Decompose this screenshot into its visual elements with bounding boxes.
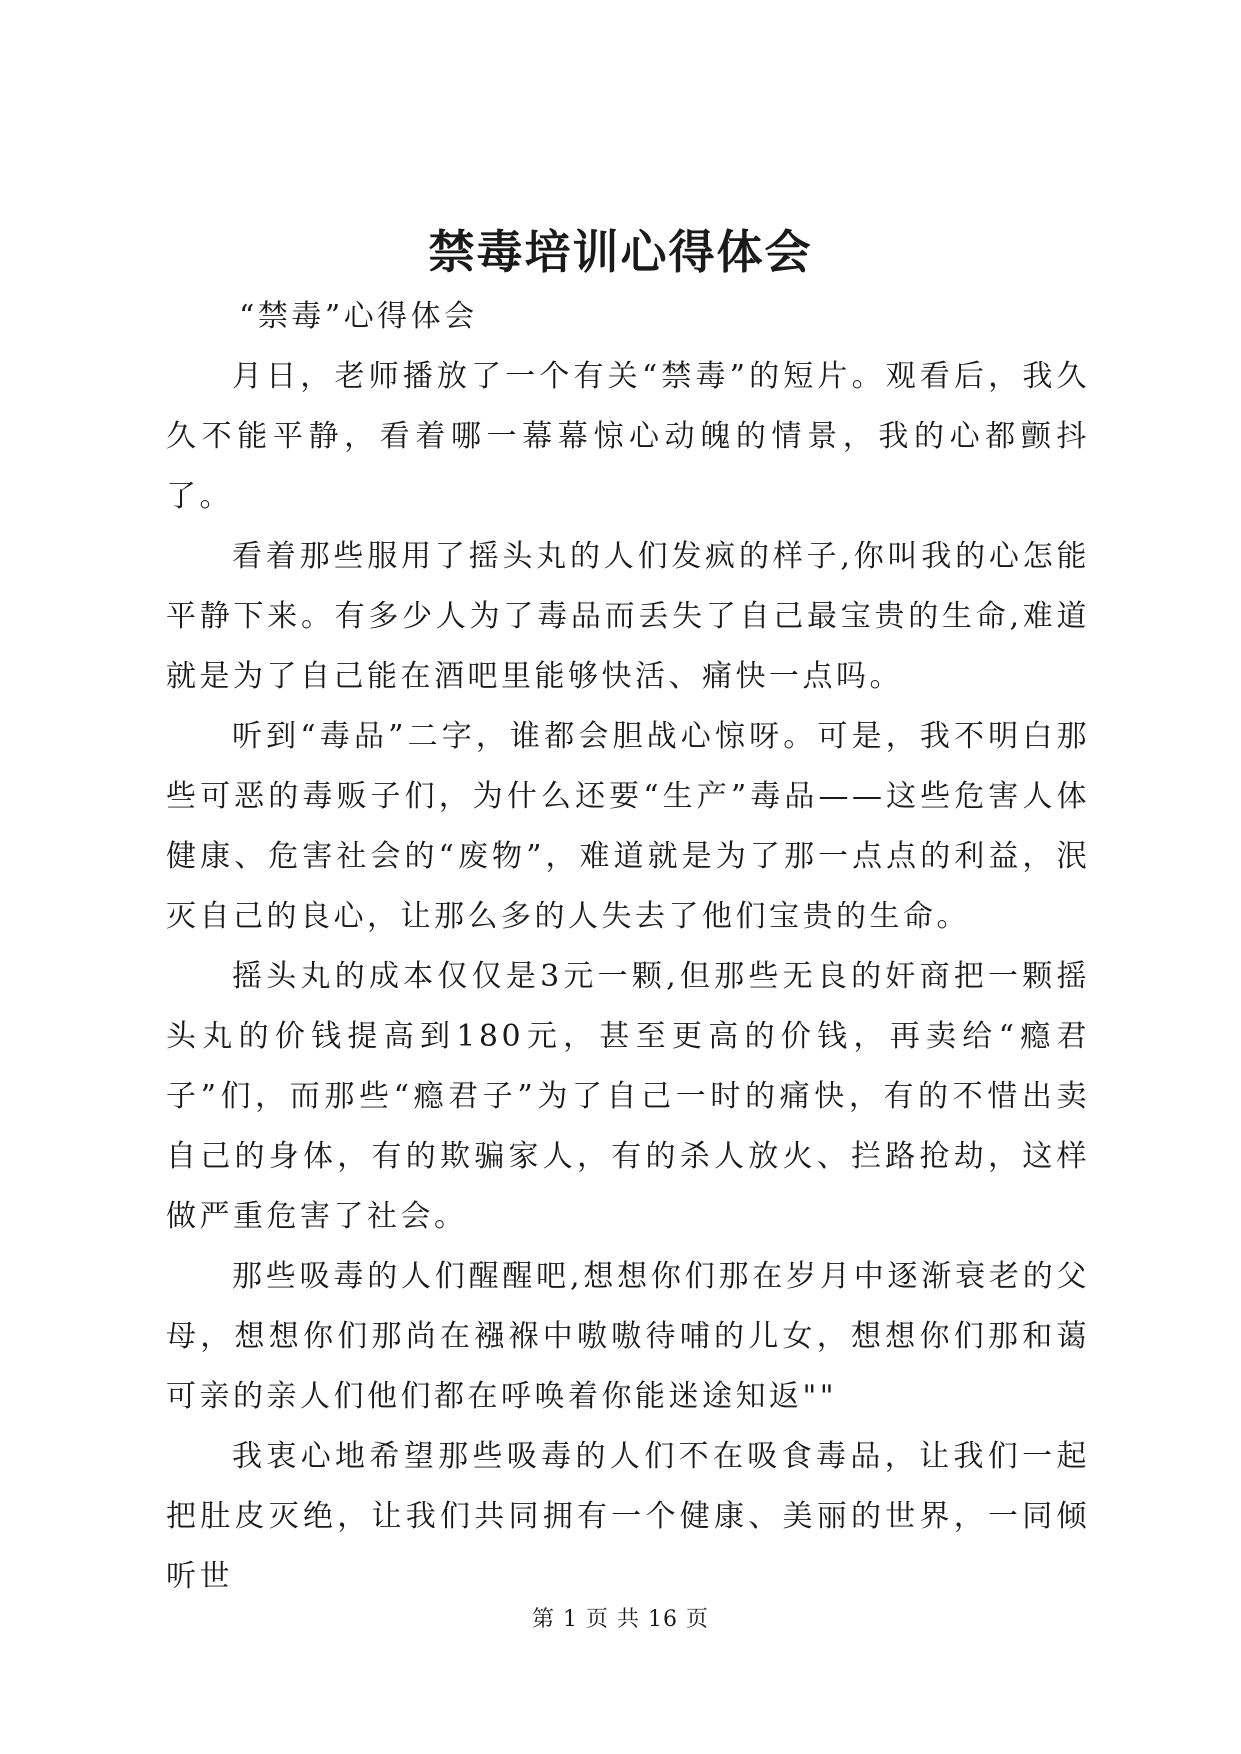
document-body [166,287,1090,1607]
subheading: “禁毒”心得体会 [239,299,478,334]
paragraph: 那些吸毒的人们醒醒吧,想想你们那在岁月中逐渐衰老的父母，想想你们那尚在襁褓中嗷嗷待哺的儿女，想想你们那和蔼可亲的亲人们他们都在呼唤着你能迷途知返"" [166,1259,1090,1414]
paragraph: 看着那些服用了摇头丸的人们发疯的样子,你叫我的心怎能平静下来。有多少人为了毒品而丢失了自己最宝贵的生命,难道就是为了自己能在酒吧里能够快活、痛快一点吗。 [166,539,1090,694]
paragraph: 月日，老师播放了一个有关“禁毒”的短片。观看后，我久久不能平静，看着哪一幕幕惊心动魄的情景，我的心都颤抖了。 [166,359,1090,514]
page-number-footer: 第 1 页 共 16 页 [532,1607,709,1632]
paragraph: 听到“毒品”二字，谁都会胆战心惊呀。可是，我不明白那些可恶的毒贩子们，为什么还要“生产”毒品——这些危害人体健康、危害社会的“废物”，难道就是为了那一点点的利益，泯灭自己的良心，让那么多的人失去了他们宝贵的生命。 [166,719,1090,934]
paragraph: 摇头丸的成本仅仅是3元一颗,但那些无良的奸商把一颗摇头丸的价钱提高到180元，甚至更高的价钱，再卖给“瘾君子”们，而那些“瘾君子”为了自己一时的痛快，有的不惜出卖自己的身体，有的欺骗家人，有的杀人放火、拦路抢劫，这样做严重危害了社会。 [166,959,1090,1234]
paragraph: 我衷心地希望那些吸毒的人们不在吸食毒品，让我们一起把肚皮灭绝，让我们共同拥有一个健康、美丽的世界，一同倾听世 [166,1439,1090,1594]
document-title: 禁毒培训心得体会 [428,225,813,279]
